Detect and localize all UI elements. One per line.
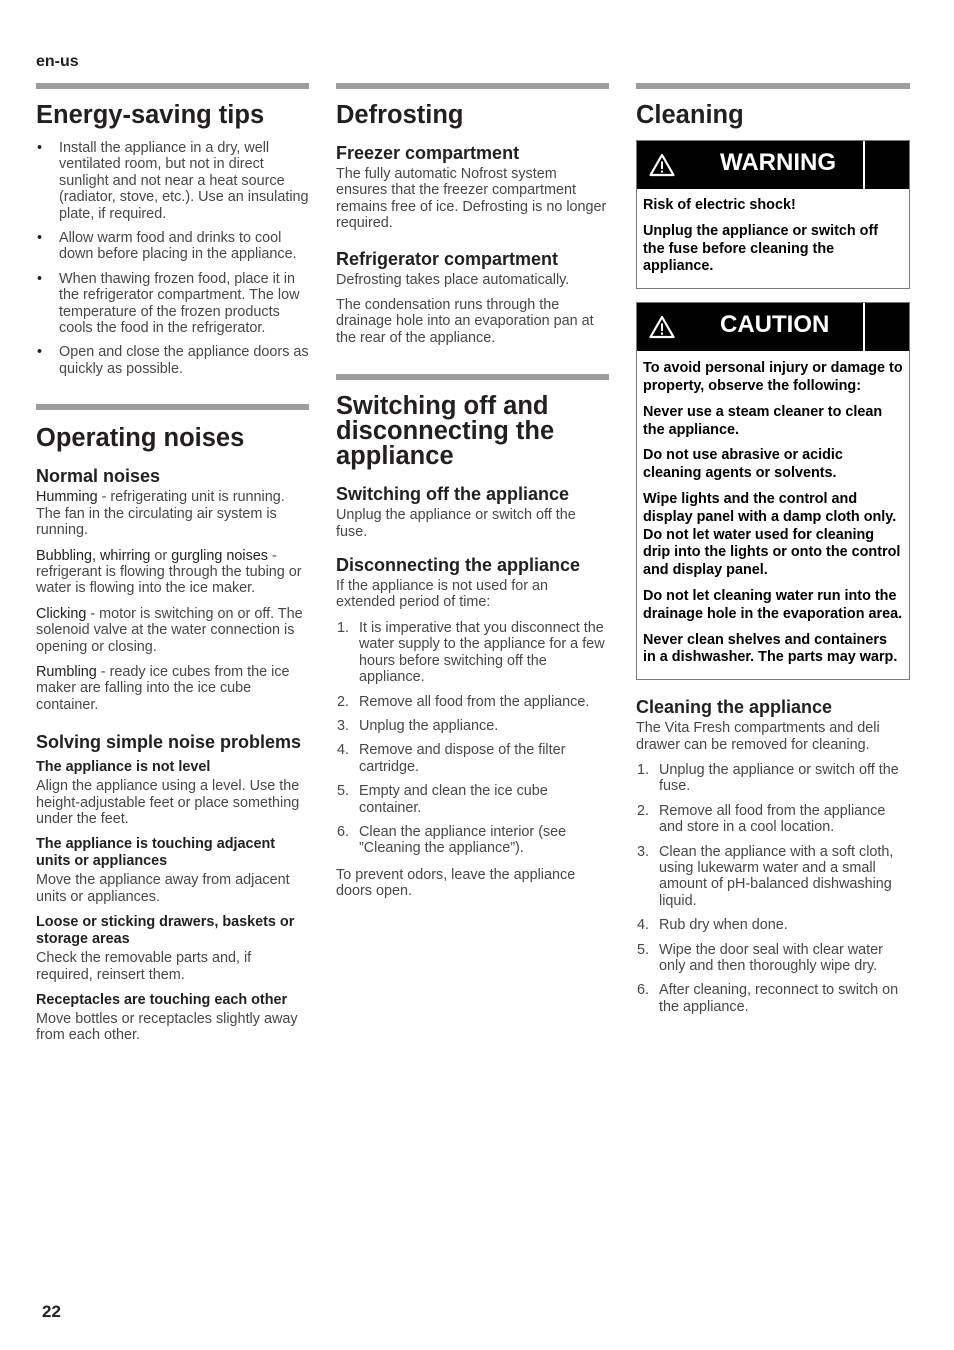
refrigerator-text: Defrosting takes place automatically. [336, 271, 570, 288]
list-item: • Install the appliance in a dry, well ventilated room, but not in direct sunlight and not near a heat source (radiator, stove, etc.). Use an insulating plate, if required. [37, 140, 309, 222]
list-item: 3. Unplug the appliance. [337, 717, 499, 734]
freezer-heading: Freezer compartment [336, 143, 520, 163]
switching-off-heading: Switching off the appliance [336, 484, 570, 505]
list-item: 5. Empty and clean the ice cube container. [337, 783, 548, 816]
caution-text: Never clean shelves and containers in a dishwasher. The parts may warp. [643, 631, 898, 666]
list-item: 2. Remove all food from the appliance. [337, 693, 590, 710]
warning-text: Unplug the appliance or switch off the fuse before cleaning the appliance. [643, 222, 879, 275]
list-item: • Allow warm food and drinks to cool down before placing in the appliance. [37, 230, 297, 263]
list-item: • When thawing frozen food, place it in the refrigerator compartment. The low temperature of the frozen products cools the food in the refrigerator. [37, 270, 300, 337]
list-item: 6. Clean the appliance interior (see ”Cleaning the appliance”). [337, 823, 567, 857]
locale-label: en-us [36, 53, 79, 70]
problem-heading: Loose or sticking drawers, baskets or storage areas [36, 914, 295, 948]
warning-body [637, 189, 909, 288]
column-middle [336, 83, 609, 909]
noise-description: Rumbling - ready ice cubes from the ice maker are falling into the ice cube container. [36, 663, 290, 713]
warning-header [637, 141, 909, 189]
switching-off-text: Unplug the appliance or switch off the fuse. [336, 507, 576, 540]
list-item: 2. Remove all food from the appliance and store in a cool location. [637, 802, 886, 836]
normal-noises-heading: Normal noises [36, 466, 161, 487]
caution-label: CAUTION [720, 311, 830, 339]
caution-text: Never use a steam cleaner to clean the appliance. [643, 403, 883, 438]
defrosting-title: Defrosting [336, 101, 464, 129]
energy-tips-list [36, 140, 309, 377]
cleaning-title: Cleaning [636, 101, 744, 129]
section-rule [336, 83, 609, 89]
disconnecting-outro: To prevent odors, leave the appliance doors open. [336, 866, 576, 900]
problem-solution: Move the appliance away from adjacent units or appliances. [36, 872, 290, 905]
section-rule [636, 83, 910, 89]
caution-text: Wipe lights and the control and display panel with a damp cloth only. Do not let water used for cleaning drip into the lights or onto the control and display panel. [643, 490, 901, 579]
bullet-icon: • [37, 140, 43, 156]
disconnecting-heading: Disconnecting the appliance [336, 555, 581, 576]
cleaning-steps-list [636, 762, 910, 1015]
cleaning-appliance-heading: Cleaning the appliance [636, 697, 833, 718]
noise-description: Humming - refrigerating unit is running. The fan in the circulating air system is running. [36, 489, 285, 539]
operating-noises-title: Operating noises [36, 424, 245, 453]
list-item: 1. Unplug the appliance or switch off the fuse. [637, 761, 899, 795]
caution-text: Do not let cleaning water run into the drainage hole in the evaporation area. [643, 587, 903, 622]
caution-text: Do not use abrasive or acidic cleaning agents or solvents. [643, 447, 843, 482]
problem-solution: Check the removable parts and, if required, reinsert them. [36, 950, 252, 983]
caution-text: To avoid personal injury or damage to property, observe the following: [643, 360, 903, 394]
list-item: • Open and close the appliance doors as quickly as possible. [37, 344, 309, 377]
bullet-icon: • [37, 270, 43, 287]
problem-solution: Align the appliance using a level. Use the height-adjustable feet or place something under the feet. [36, 778, 300, 827]
section-rule [36, 83, 309, 89]
list-item: 1. It is imperative that you disconnect the water supply to the appliance for a few hours before switching off the appliance. [337, 619, 605, 686]
cleaning-intro: The Vita Fresh compartments and deli drawer can be removed for cleaning. [636, 720, 880, 753]
disconnecting-intro: If the appliance is not used for an extended period of time: [336, 578, 549, 611]
noise-description: Clicking - motor is switching on or off. The solenoid valve at the water connection is opening or closing. [36, 605, 303, 655]
energy-title: Energy-saving tips [36, 101, 265, 129]
disconnect-steps-list [336, 620, 609, 857]
bullet-icon: • [37, 344, 43, 361]
warning-text: Risk of electric shock! [643, 197, 796, 213]
caution-triangle-icon [649, 315, 675, 339]
list-item: 3. Clean the appliance with a soft cloth, using lukewarm water and a small amount of pH-balanced dishwashing liquid. [637, 843, 894, 909]
refrigerator-heading: Refrigerator compartment [336, 248, 559, 269]
header-divider [863, 303, 865, 351]
problem-heading: The appliance is not level [36, 759, 211, 776]
list-item: 4. Remove and dispose of the filter cartridge. [337, 742, 566, 775]
section-rule [36, 404, 309, 410]
switching-off-title: Switching off and disconnecting the appliance [336, 392, 555, 471]
list-item: 4. Rub dry when done. [637, 917, 788, 934]
header-divider [863, 141, 865, 189]
caution-header [637, 303, 909, 351]
freezer-text: The fully automatic Nofrost system ensures that the freezer compartment remains free of ice. Defrosting is no longer required. [336, 166, 607, 232]
warning-box [636, 140, 910, 289]
list-item: 5. Wipe the door seal with clear water only and then thoroughly wipe dry. [637, 941, 883, 975]
warning-triangle-icon [649, 153, 675, 177]
column-left [36, 83, 309, 1053]
caution-box [636, 302, 910, 680]
list-item: 6. After cleaning, reconnect to switch on the appliance. [637, 982, 899, 1015]
problem-heading: Receptacles are touching each other [36, 992, 288, 1008]
warning-label: WARNING [720, 149, 836, 176]
caution-body [637, 351, 909, 679]
problem-heading: The appliance is touching adjacent units or appliances [36, 836, 276, 870]
refrigerator-text: The condensation runs through the drainage hole into an evaporation pan at the rear of the appliance. [336, 297, 594, 346]
page-number: 22 [42, 1302, 61, 1321]
section-rule [336, 374, 609, 380]
problem-solution: Move bottles or receptacles slightly away from each other. [36, 1011, 298, 1044]
bullet-icon: • [37, 230, 43, 247]
column-right [636, 83, 910, 1023]
solving-noise-heading: Solving simple noise problems [36, 732, 302, 753]
noise-description: Bubbling, whirring or gurgling noises - refrigerant is flowing through the tubing or water is flowing into the ice maker. [36, 547, 302, 597]
